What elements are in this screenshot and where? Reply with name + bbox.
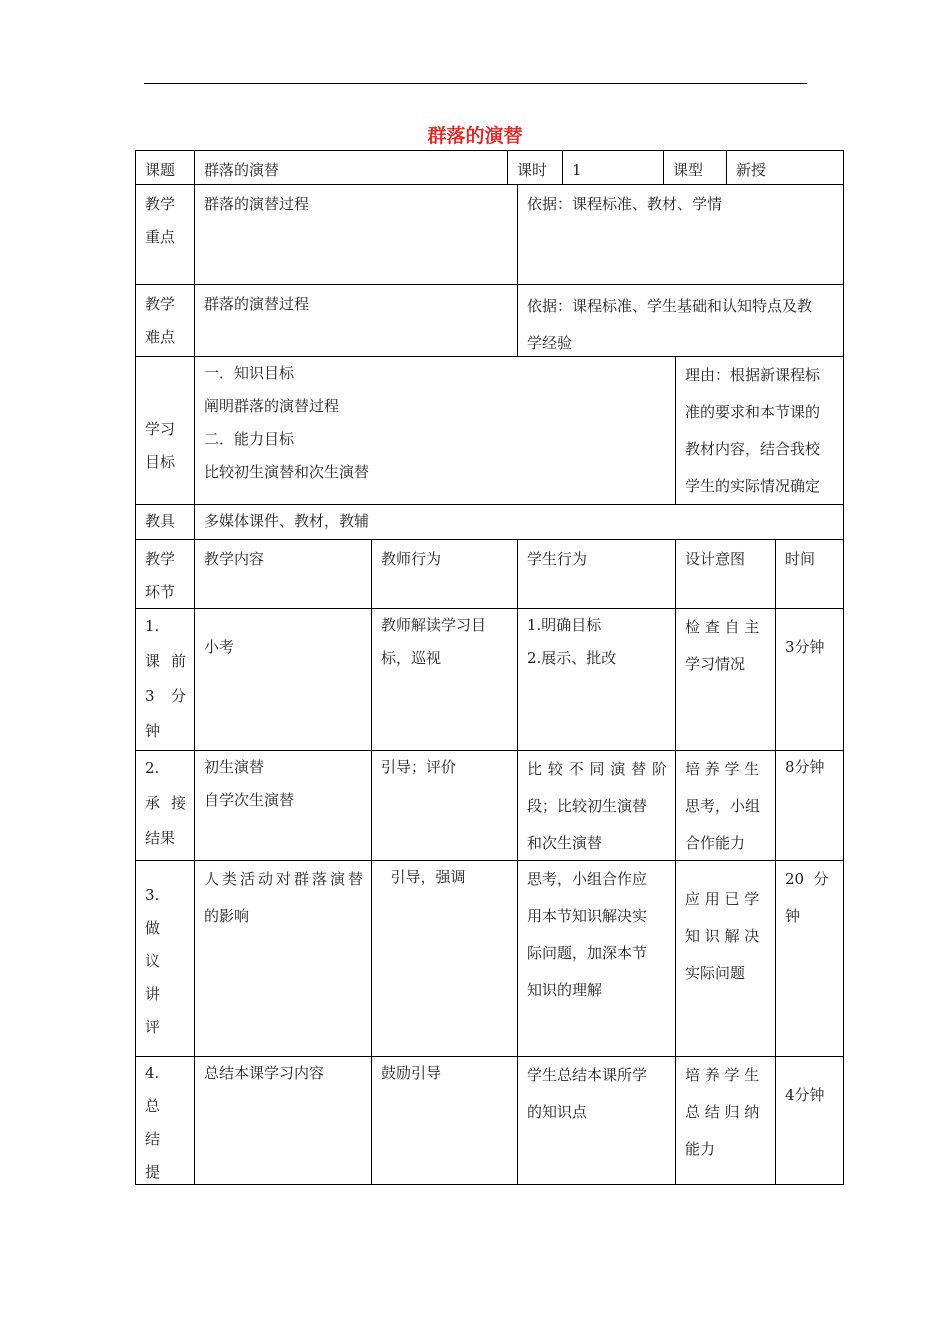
stage-text: 钟 — [145, 722, 161, 740]
student-text: 的知识点 — [527, 1103, 588, 1121]
difficulties-basis-line: 学经验 — [527, 334, 573, 352]
stage-header: 教学 — [145, 550, 176, 568]
student-text: 思考，小组合作应 — [527, 870, 648, 888]
time-text: 20 分 — [785, 870, 829, 888]
teacher-text: 鼓励引导 — [381, 1064, 442, 1082]
objectives-label-cell — [135, 356, 195, 505]
content-text: 小考 — [204, 638, 235, 656]
student-text: 段；比较初生演替 — [527, 797, 648, 815]
key-points-label: 教学 — [145, 195, 176, 213]
stage-text: 2. — [145, 759, 160, 777]
student-cell — [517, 860, 676, 1057]
hours-value: 1 — [572, 161, 582, 179]
key-points-content: 群落的演替过程 — [204, 195, 310, 213]
objective-line: 阐明群落的演替过程 — [204, 397, 340, 415]
student-text: 知识的理解 — [527, 981, 603, 999]
stage-text: 承 接 — [145, 794, 186, 812]
teacher-text: 教师解读学习目 — [381, 616, 487, 634]
teacher-cell — [371, 1056, 518, 1185]
type-label-cell — [663, 150, 727, 185]
student-cell — [517, 750, 676, 861]
intent-cell — [675, 750, 776, 861]
objectives-reason-line: 准的要求和本节课的 — [685, 403, 821, 421]
objectives-reason-line: 理由：根据新课程标 — [685, 366, 821, 384]
intent-text: 培 养 学 生 — [685, 760, 760, 778]
key-points-basis-cell — [517, 184, 844, 285]
content-text: 初生演替 — [204, 758, 265, 776]
student-text: 和次生演替 — [527, 834, 603, 852]
time-header-cell — [775, 539, 844, 609]
intent-header-cell — [675, 539, 776, 609]
intent-text: 能力 — [685, 1140, 716, 1158]
objectives-content-cell — [194, 356, 676, 505]
intent-text: 检 查 自 主 — [685, 618, 760, 636]
objectives-reason-line: 学生的实际情况确定 — [685, 477, 821, 495]
student-cell — [517, 608, 676, 751]
hours-label: 课时 — [517, 161, 548, 179]
tools-label: 教具 — [145, 512, 176, 530]
difficulties-label: 难点 — [145, 328, 176, 346]
tools-content: 多媒体课件、教材，教辅 — [204, 512, 370, 530]
stage-cell — [135, 860, 195, 1057]
teacher-cell — [371, 608, 518, 751]
content-header: 教学内容 — [204, 550, 265, 568]
difficulties-content-cell — [194, 284, 518, 357]
time-cell — [775, 608, 844, 751]
stage-cell — [135, 608, 195, 751]
stage-text: 1. — [145, 617, 160, 635]
intent-text: 应 用 已 学 — [685, 890, 760, 908]
stage-text: 提 — [145, 1163, 161, 1181]
objective-line: 二．能力目标 — [204, 430, 295, 448]
intent-cell — [675, 608, 776, 751]
objective-line: 一．知识目标 — [204, 364, 295, 382]
time-text: 4分钟 — [785, 1086, 825, 1104]
topic-value: 群落的演替 — [204, 161, 280, 179]
time-text: 8分钟 — [785, 758, 825, 776]
content-cell — [194, 860, 372, 1057]
key-points-content-cell — [194, 184, 518, 285]
stage-text: 结 — [145, 1130, 161, 1148]
topic-label: 课题 — [145, 161, 176, 179]
stage-text: 总 — [145, 1097, 161, 1115]
time-text: 3分钟 — [785, 638, 825, 656]
difficulties-basis-cell — [517, 284, 844, 357]
stage-text: 结果 — [145, 829, 176, 847]
topic-value-cell — [194, 150, 508, 185]
intent-text: 知 识 解 决 — [685, 927, 760, 945]
intent-text: 思考，小组 — [685, 797, 761, 815]
stage-text: 议 — [145, 952, 161, 970]
teacher-header-cell — [371, 539, 518, 609]
topic-label-cell — [135, 150, 195, 185]
objectives-reason-line: 教材内容，结合我校 — [685, 440, 821, 458]
student-text: 用本节知识解决实 — [527, 907, 648, 925]
intent-text: 实际问题 — [685, 964, 746, 982]
teacher-text: 引导，强调 — [381, 868, 466, 886]
teacher-cell — [371, 750, 518, 861]
header-rule — [144, 83, 807, 84]
objectives-reason-cell — [675, 356, 844, 505]
time-cell — [775, 860, 844, 1057]
intent-cell — [675, 1056, 776, 1185]
student-text: 2.展示、批改 — [527, 649, 617, 667]
stage-text: 讲 — [145, 985, 161, 1003]
objectives-label: 目标 — [145, 453, 176, 471]
key-points-basis: 依据：课程标准、教材、学情 — [527, 195, 723, 213]
stage-text: 课 前 — [145, 652, 186, 670]
difficulties-basis-line: 依据：课程标准、学生基础和认知特点及教 — [527, 297, 813, 315]
student-text: 际问题，加深本节 — [527, 944, 648, 962]
type-value: 新授 — [736, 161, 767, 179]
stage-text: 4. — [145, 1064, 160, 1082]
objectives-label: 学习 — [145, 420, 176, 438]
student-cell — [517, 1056, 676, 1185]
document-title: 群落的演替 — [427, 125, 523, 147]
key-points-label-cell — [135, 184, 195, 285]
stage-text: 3. — [145, 886, 160, 904]
type-label: 课型 — [673, 161, 704, 179]
hours-label-cell — [507, 150, 563, 185]
student-text: 1.明确目标 — [527, 616, 602, 634]
key-points-label: 重点 — [145, 228, 176, 246]
intent-text: 合作能力 — [685, 834, 746, 852]
tools-label-cell — [135, 504, 195, 540]
student-text: 比较不同演替阶 — [527, 760, 667, 778]
content-text: 的影响 — [204, 907, 250, 925]
stage-text: 做 — [145, 919, 161, 937]
type-value-cell — [726, 150, 844, 185]
difficulties-content: 群落的演替过程 — [204, 295, 310, 313]
intent-text: 总 结 归 纳 — [685, 1103, 760, 1121]
hours-value-cell — [562, 150, 664, 185]
stage-cell — [135, 1056, 195, 1185]
stage-header: 环节 — [145, 583, 176, 601]
content-cell — [194, 608, 372, 751]
student-header-cell — [517, 539, 676, 609]
stage-text: 3 分 — [145, 687, 186, 705]
intent-text: 培 养 学 生 — [685, 1066, 760, 1084]
intent-header: 设计意图 — [685, 550, 746, 568]
time-cell — [775, 750, 844, 861]
student-header: 学生行为 — [527, 550, 588, 568]
stage-text: 评 — [145, 1018, 161, 1036]
time-cell — [775, 1056, 844, 1185]
difficulties-label: 教学 — [145, 295, 176, 313]
student-text: 学生总结本课所学 — [527, 1066, 648, 1084]
stage-header-cell — [135, 539, 195, 609]
time-header: 时间 — [785, 550, 816, 568]
content-cell — [194, 750, 372, 861]
content-text: 总结本课学习内容 — [204, 1064, 325, 1082]
objective-line: 比较初生演替和次生演替 — [204, 463, 370, 481]
teacher-text: 引导；评价 — [381, 758, 457, 776]
content-header-cell — [194, 539, 372, 609]
tools-content-cell — [194, 504, 844, 540]
stage-cell — [135, 750, 195, 861]
content-cell — [194, 1056, 372, 1185]
content-text: 自学次生演替 — [204, 791, 295, 809]
intent-cell — [675, 860, 776, 1057]
teacher-text: 标，巡视 — [381, 649, 442, 667]
difficulties-label-cell — [135, 284, 195, 357]
intent-text: 学习情况 — [685, 655, 746, 673]
time-text: 钟 — [785, 907, 801, 925]
teacher-header: 教师行为 — [381, 550, 442, 568]
content-text: 人类活动对群落演替 — [204, 870, 363, 888]
teacher-cell — [371, 860, 518, 1057]
